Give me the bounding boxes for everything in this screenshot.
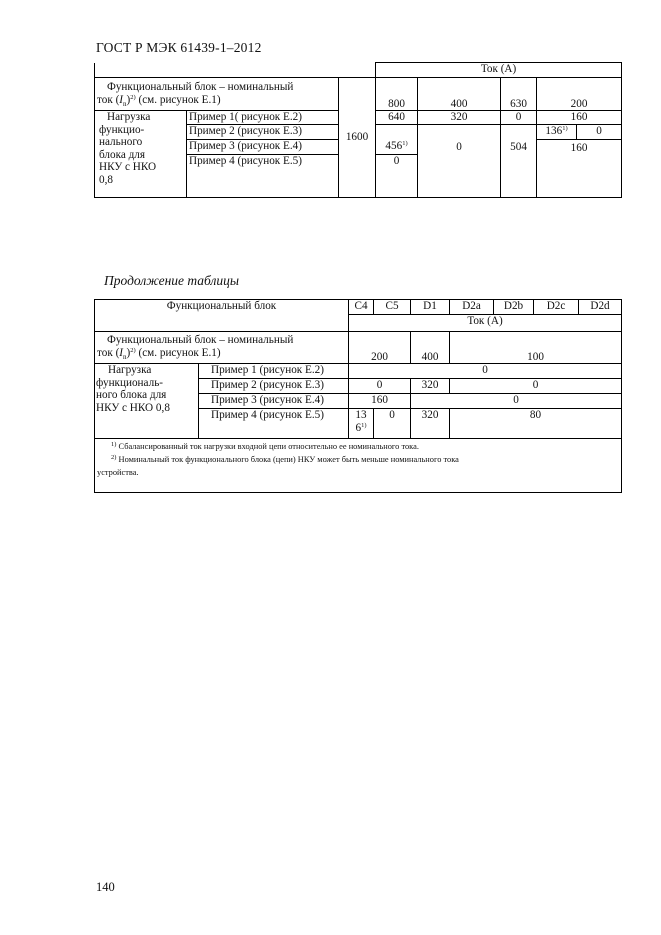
example-label: Пример 4 (рисунок Е.5) [187,155,339,198]
rated-value: 630 [501,78,537,111]
footnotes: $^{1)}$ Сбалансированный ток нагрузки входной цепи относительно ее номинального тока. $^{2)}$ Номинальный ток функционального блока (цепи) НКУ может быть меньше номинального тока устройства. [95,439,622,493]
example-label: Пример 2 (рисунок Е.3) [199,379,349,394]
col-header: D2c [534,300,579,315]
rated-value: 100 [450,332,622,364]
example-label: Пример 2 (рисунок Е.3) [187,125,339,140]
load-label: Нагрузка функциональ- ного блока для НКУ с НКО 0,8 [95,364,199,439]
cell-value: 0 [418,125,501,198]
cell-value: 0 [349,364,622,379]
value-1600: 1600 [339,78,376,198]
cell-value: 0 [374,409,411,439]
cell-value: 504 [501,125,537,198]
current-table-part2 [94,299,622,493]
current-header: Ток (А) [376,63,622,78]
func-block-header: Функциональный блок [95,300,349,332]
col-header: D2a [450,300,494,315]
continuation-caption: Продолжение таблицы [104,273,240,288]
cell-value: 0 [411,394,622,409]
document-header: ГОСТ Р МЭК 61439-1–2012 [96,40,262,55]
rated-value: 800 [376,78,418,111]
cell-value: 456$^{1)}$ [376,140,418,155]
cell-value: 0 [450,379,622,394]
rated-current-label: Функциональный блок – номинальный ток $(I_n)^{2)}$ (см. рисунок Е.1) [95,78,339,111]
col-header: D2b [494,300,534,315]
example-label: Пример 3 (рисунок Е.4) [199,394,349,409]
rated-value: 200 [349,332,411,364]
cell-value: 160 [537,140,622,198]
example-label: Пример 4 (рисунок Е.5) [199,409,349,439]
current-header: Ток (А) [349,315,622,332]
col-header: D2d [579,300,622,315]
rated-current-label: Функциональный блок – номинальный ток $(I_n)^{2)}$ (см. рисунок Е.1) [95,332,349,364]
cell-value: 160 [537,111,622,125]
col-header: C4 [349,300,374,315]
col-header: D1 [411,300,450,315]
load-label: Нагрузка функцио- нального блока для НКУ с НКО 0,8 [95,111,187,198]
current-table-part1 [94,62,622,198]
example-label: Пример 1 (рисунок Е.2) [199,364,349,379]
cell-value: 0 [349,379,411,394]
cell-value: 136$^{1)}$ [537,125,577,140]
cell-value: 320 [411,409,450,439]
rated-value: 200 [537,78,622,111]
cell-value: 640 [376,111,418,125]
page-number: 140 [96,880,115,894]
cell-value: 80 [450,409,622,439]
cell-value: 0 [501,111,537,125]
rated-value: 400 [411,332,450,364]
rated-value: 400 [418,78,501,111]
cell-value: 0 [577,125,622,140]
cell-value: 160 [349,394,411,409]
example-label: Пример 3 (рисунок Е.4) [187,140,339,155]
cell-value: 320 [411,379,450,394]
example-label: Пример 1( рисунок Е.2) [187,111,339,125]
cell-value: 320 [418,111,501,125]
cell-value: 13 6$^{1)}$ [349,409,374,439]
col-header: C5 [374,300,411,315]
cell-value: 0 [376,155,418,198]
